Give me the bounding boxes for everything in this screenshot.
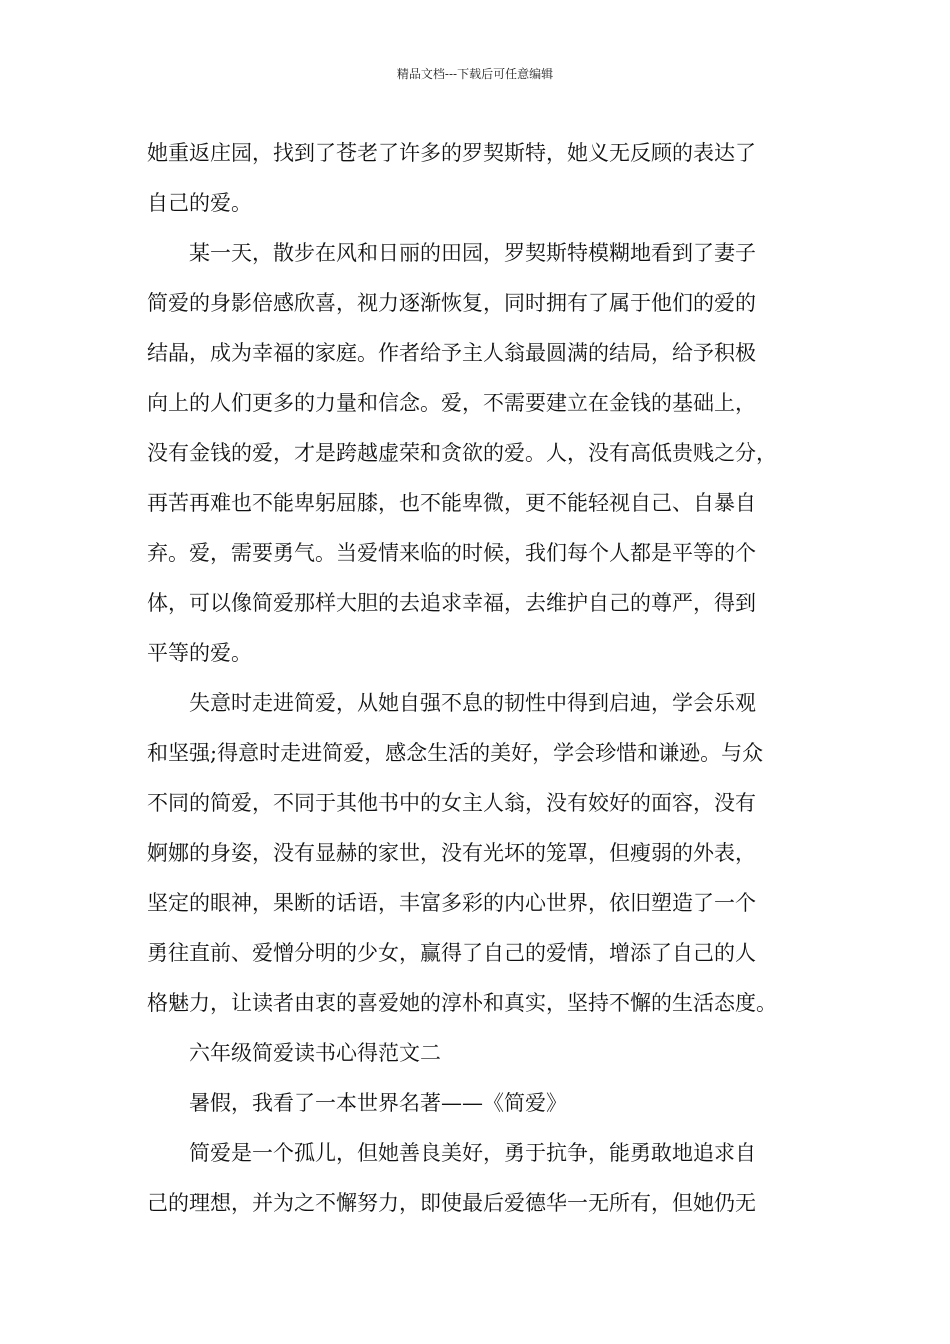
document-body	[147, 128, 827, 1228]
text-line: 没有金钱的爱，才是跨越虚荣和贪欲的爱。人，没有高低贵贱之分，	[147, 441, 777, 465]
page-header: 精品文档---下载后可任意编辑	[396, 67, 554, 81]
text-line: 格魅力，让读者由衷的喜爱她的淳朴和真实，坚持不懈的生活态度。	[147, 991, 777, 1015]
text-line: 再苦再难也不能卑躬屈膝，也不能卑微，更不能轻视自己、自暴自	[147, 491, 756, 515]
text-line: 弃。爱，需要勇气。当爱情来临的时候，我们每个人都是平等的个	[147, 541, 756, 565]
text-line: 勇往直前、爱憎分明的少女，赢得了自己的爱情，增添了自己的人	[147, 941, 756, 965]
text-line: 己的理想，并为之不懈努力，即使最后爱德华一无所有，但她仍无	[147, 1191, 756, 1215]
text-line: 婀娜的身姿，没有显赫的家世，没有光坏的笼罩，但瘦弱的外表，	[147, 841, 756, 865]
text-line: 简爱是一个孤儿，但她善良美好，勇于抗争，能勇敢地追求自	[189, 1141, 756, 1165]
text-line: 体，可以像简爱那样大胆的去追求幸福，去维护自己的尊严，得到	[147, 591, 756, 615]
text-line: 和坚强;得意时走进简爱，感念生活的美好，学会珍惜和谦逊。与众	[147, 741, 764, 765]
text-line: 不同的简爱，不同于其他书中的女主人翁，没有姣好的面容，没有	[147, 791, 756, 815]
text-line: 她重返庄园，找到了苍老了许多的罗契斯特，她义无反顾的表达了	[147, 141, 756, 165]
text-line: 向上的人们更多的力量和信念。爱，不需要建立在金钱的基础上，	[147, 391, 756, 415]
section-heading: 六年级简爱读书心得范文二	[189, 1041, 441, 1065]
text-line: 失意时走进简爱，从她自强不息的韧性中得到启迪，学会乐观	[189, 691, 756, 715]
text-line: 自己的爱。	[147, 191, 252, 215]
text-line: 某一天，散步在风和日丽的田园，罗契斯特模糊地看到了妻子	[189, 241, 756, 265]
text-line: 暑假，我看了一本世界名著——《简爱》	[189, 1091, 567, 1115]
text-line: 结晶，成为幸福的家庭。作者给予主人翁最圆满的结局，给予积极	[147, 341, 756, 365]
text-line: 平等的爱。	[147, 641, 252, 665]
text-line: 坚定的眼神，果断的话语，丰富多彩的内心世界，依旧塑造了一个	[147, 891, 756, 915]
text-line: 简爱的身影倍感欣喜，视力逐渐恢复，同时拥有了属于他们的爱的	[147, 291, 756, 315]
